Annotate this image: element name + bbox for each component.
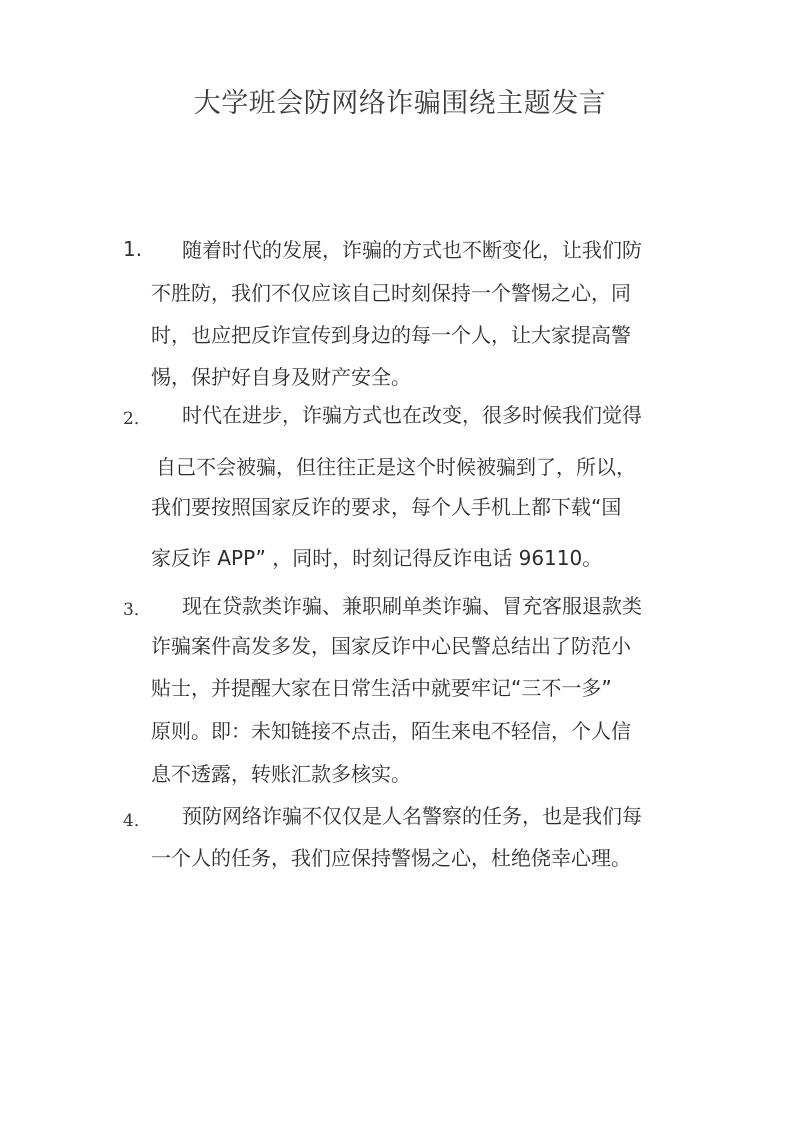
document-title: 大学班会防网络诈骗围绕主题发言 <box>193 88 607 119</box>
list-item-1-line-1: 随着时代的发展，诈骗的方式也不断变化，让我们防 <box>182 238 642 262</box>
list-item-3-line-1: 现在贷款类诈骗、兼职刷单类诈骗、冒充客服退款类 <box>182 594 642 618</box>
list-item-2-line-3: 我们要按照国家反诈的要求，每个人手机上都下载“国 <box>151 495 622 519</box>
list-item-3-line-2: 诈骗案件高发多发，国家反诈中心民警总结出了防范小 <box>151 634 631 658</box>
list-item-1-line-4: 惕，保护好自身及财产安全。 <box>151 365 411 389</box>
list-item-2-line-2: 自己不会被骗，但往往正是这个时候被骗到了，所以， <box>156 455 636 479</box>
list-item-2-line-1: 时代在进步，诈骗方式也在改变，很多时候我们觉得 <box>182 403 642 427</box>
list-number-3: 3． <box>123 600 151 620</box>
list-item-1-line-2: 不胜防，我们不仅应该自己时刻保持一个警惕之心，同 <box>151 281 631 305</box>
list-number-1: 1. <box>123 237 143 261</box>
list-number-2: 2． <box>123 409 151 429</box>
list-item-4-line-2: 一个人的任务，我们应保持警惕之心，杜绝侥幸心理。 <box>151 846 631 870</box>
list-item-1-line-3: 时，也应把反诈宣传到身边的每一个人，让大家提高警 <box>151 323 631 347</box>
list-item-4-line-1: 预防网络诈骗不仅仅是人名警察的任务，也是我们每 <box>182 804 642 828</box>
list-item-2-line-4: 家反诈 APP” ，同时，时刻记得反诈电话 96110。 <box>151 546 603 570</box>
list-number-4: 4． <box>123 811 151 831</box>
list-item-3-line-4: 原则。即：未知链接不点击，陌生来电不轻信，个人信 <box>151 719 631 743</box>
list-item-3-line-5: 息不透露，转账汇款多核实。 <box>151 762 411 786</box>
list-item-3-line-3: 贴士，并提醒大家在日常生活中就要牢记“三不一多” <box>151 676 612 700</box>
